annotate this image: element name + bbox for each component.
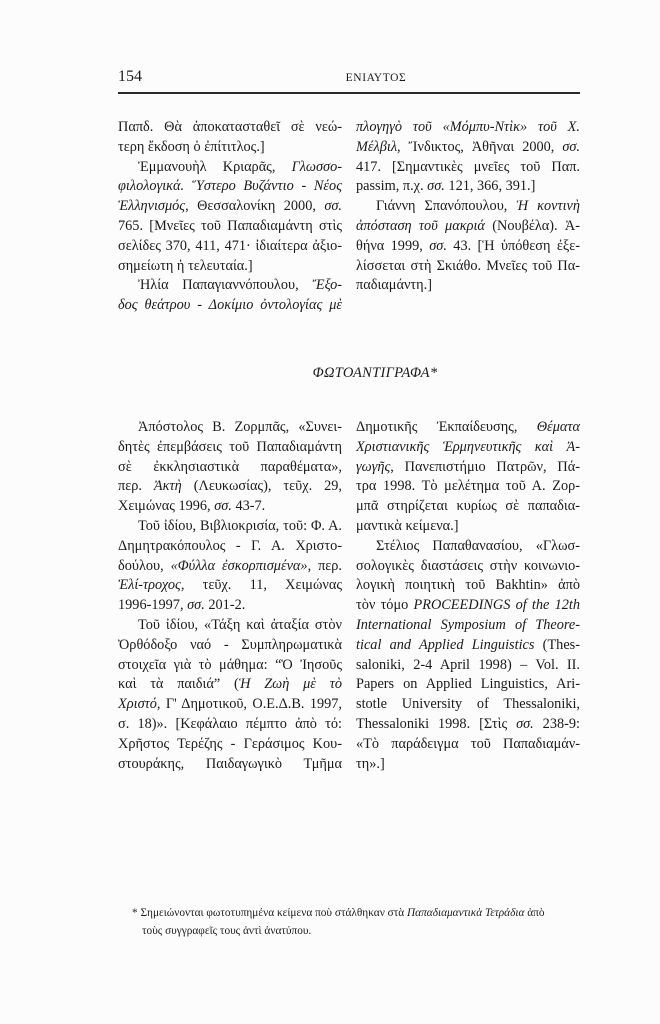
text-line <box>118 497 342 517</box>
bibliography-entry <box>118 158 342 277</box>
running-head: ΕΝΙΑΥΤΟΣ <box>345 72 407 84</box>
text-line <box>118 177 342 197</box>
text-line <box>356 517 580 537</box>
text: , Θεσσαλονίκη 2000, <box>185 198 325 215</box>
text: , Ἴνδικτος, Ἀθῆναι 2000, <box>397 138 563 155</box>
text-line <box>356 715 580 735</box>
text: δούλου, <box>118 557 171 574</box>
text-line <box>118 438 342 458</box>
text-line <box>118 257 342 277</box>
text-line <box>356 217 580 237</box>
text: μαντικὰ κείμενα.] <box>356 517 459 534</box>
text-line <box>356 695 580 715</box>
text: (Λευκωσίας), τεῦχ. 29, <box>181 478 342 495</box>
text-line <box>356 257 580 277</box>
text-line <box>118 675 342 695</box>
page-number: 154 <box>118 68 142 85</box>
italic-text: Παπαδιαμαντικὰ Τετράδια <box>407 907 525 919</box>
text: Ὀρθόδοξο ναό - Συμπληρωματικὰ <box>118 636 342 653</box>
text-line <box>356 755 580 775</box>
text: Στέλιος Παπαθανασίου, «Γλωσ- <box>376 537 580 554</box>
text: σελίδες 370, 411, 471· ἰδιαίτερα ἀξιο- <box>118 237 342 254</box>
italic-text: «Φύλλα ἐσκορπισμένα» <box>170 557 308 574</box>
italic-text: σσ. <box>429 237 447 254</box>
text: σολογικὲς διαστάσεις στὴν κοινωνιο- <box>356 557 580 574</box>
text-line <box>118 576 342 596</box>
header-rule <box>118 92 580 94</box>
text-line <box>356 138 580 158</box>
text-line <box>118 296 342 316</box>
text: Thessaloniki 1998. [Στὶς <box>356 715 517 732</box>
text: 43. [Ἡ ὑπόθεση ἐξε- <box>446 237 580 254</box>
text-line <box>356 576 580 596</box>
text-line <box>356 177 580 197</box>
text-line <box>118 517 342 537</box>
text-line <box>118 656 342 676</box>
text-line <box>118 237 342 257</box>
text-line <box>118 217 342 237</box>
text-line <box>118 735 342 755</box>
text-line <box>356 418 580 438</box>
text: Papers on Applied Linguistics, Ari- <box>356 676 580 693</box>
italic-text: Γλωσσο- <box>291 158 342 175</box>
text: Παπδ. Θὰ ἀποκατασταθεῖ σὲ νεώ- <box>118 119 342 135</box>
text: τη».] <box>356 755 385 772</box>
text: σημείωτη ἡ τελευταία.] <box>118 257 253 274</box>
text: 201-2. <box>204 597 246 614</box>
bibliography-entry <box>118 276 342 316</box>
text: λίσσεται στὴ Σκιάθο. Μνεῖες τοῦ Πα- <box>356 257 580 274</box>
text-line <box>118 197 342 217</box>
text-line <box>356 237 580 257</box>
text: Δημοτικῆς Ἐκπαίδευσης, <box>356 419 537 435</box>
bibliography-entry <box>118 517 342 616</box>
text-line <box>356 616 580 636</box>
italic-text: σσ. <box>324 198 342 215</box>
text: Τοῦ ἰδίου, «Τάξη καὶ ἀταξία στὸν <box>138 616 342 633</box>
text-line <box>356 458 580 478</box>
text: , Γ' Δημοτικοῦ, Ο.Ε.Δ.Β. 1997, <box>156 696 342 713</box>
italic-text: Χριστό <box>118 696 157 713</box>
text: * Σημειώνονται φωτοτυπημένα κείμενα ποὺ στάλθηκαν στὰ <box>132 907 408 919</box>
text: Δημητρακόπουλος - Γ. Α. Χριστο- <box>118 537 342 554</box>
text-line <box>356 477 580 497</box>
italic-text: σσ. <box>516 715 534 732</box>
text-line <box>118 695 342 715</box>
text: (Νουβέλα). Ἀ- <box>484 217 580 234</box>
italic-text: Ἔξο- <box>312 277 342 294</box>
text: Χειμώνας 1996, <box>118 498 215 515</box>
text-line <box>118 715 342 735</box>
text-line <box>356 735 580 755</box>
text-line <box>118 276 342 296</box>
text-line <box>118 118 342 138</box>
text: ἀπὸ <box>524 907 545 919</box>
text-line <box>356 596 580 616</box>
text: τοὺς συγγραφεῖς τους ἀντὶ ἀνατύπου. <box>142 925 312 937</box>
bibliography-entry <box>118 118 342 158</box>
text-line <box>132 904 582 922</box>
text: λογικὴ ποιητικὴ τοῦ Bakhtin» ἀπὸ <box>356 577 580 594</box>
text: σ. 18)». [Κεφάλαιο πέμπτο ἀπὸ τό: <box>118 715 342 732</box>
text-line <box>356 537 580 557</box>
italic-text: σσ. <box>187 597 205 614</box>
text-line <box>356 197 580 217</box>
text: Ἀπόστολος Β. Ζορμπᾶς, «Συνει- <box>138 419 342 435</box>
text-line <box>118 636 342 656</box>
italic-text: PROCEEDINGS of the 12th <box>413 597 580 614</box>
text: Ἐμμανουὴλ Κριαρᾶς, <box>138 158 292 175</box>
text-line <box>356 656 580 676</box>
italic-text: ἀπόσταση τοῦ μακριά <box>356 217 485 234</box>
text: 43-7. <box>231 498 266 515</box>
text: παδιαμάντη.] <box>356 277 432 294</box>
text: Γιάννη Σπανόπουλου, <box>376 198 517 215</box>
text: μπᾶ στηρίζεται κυρίως σὲ παπαδια- <box>356 498 580 515</box>
italic-text: δος θεάτρου - Δοκίμιο ὀντολογίας μὲ <box>118 297 342 314</box>
text: καὶ τὰ παιδιά” ( <box>118 676 239 693</box>
text-line <box>132 922 582 940</box>
text-line <box>118 537 342 557</box>
text: , τεῦχ. 11, Χειμώνας <box>180 577 342 594</box>
text-line <box>356 438 580 458</box>
text: Τοῦ ἰδίου, Βιβλιοκρισία, τοῦ: Φ. Α. <box>138 517 342 534</box>
text-line <box>118 557 342 577</box>
bibliography-entry <box>356 537 580 775</box>
bibliography-entry <box>118 616 342 774</box>
text: (Thes- <box>534 636 580 653</box>
text-line <box>118 477 342 497</box>
text: τρα 1998. Τὸ μελέτημα τοῦ Α. Ζορ- <box>356 478 580 495</box>
text: δητὲς ἐπεμβάσεις τοῦ Παπαδιαμάντη <box>118 438 342 455</box>
text-line <box>356 276 580 296</box>
text: θήνα 1999, <box>356 237 430 254</box>
italic-text: Ἐλί-τροχος <box>118 577 181 594</box>
italic-text: σσ. <box>562 138 580 155</box>
italic-text: Θέματα <box>536 419 580 435</box>
italic-text: International Symposium of Theore- <box>356 616 580 633</box>
text: , Πανεπιστήμιο Πατρῶν, Πά- <box>390 458 580 475</box>
footnote <box>132 904 582 940</box>
bibliography-entry <box>356 197 580 296</box>
italic-text: Ἑλληνισμός <box>118 198 186 215</box>
top-left-column <box>118 118 342 316</box>
text-line <box>356 636 580 656</box>
text: saloniki, 2-4 April 1998) – Vol. II. <box>356 656 580 673</box>
text: passim, π.χ. <box>356 178 428 195</box>
text: «Τὸ παράδειγμα τοῦ Παπαδιαμάν- <box>356 735 580 752</box>
text: τερη ἔκδοση ὁ ἐπίτιτλος.] <box>118 138 265 155</box>
text-line <box>118 616 342 636</box>
italic-text: Ἡ κοντινὴ <box>516 198 580 215</box>
text: 121, 366, 391.] <box>444 178 536 195</box>
text-line <box>356 118 580 138</box>
text-line <box>118 158 342 178</box>
text: 417. [Σημαντικὲς μνεῖες τοῦ Παπ. <box>356 158 580 175</box>
text: 1996-1997, <box>118 597 188 614</box>
italic-text: Χριστιανικῆς Ἑρμηνευτικῆς καὶ Ἀ- <box>356 438 580 455</box>
text: στουράκης, Παιδαγωγικὸ Τμῆμα <box>118 755 342 772</box>
text: 238-9: <box>533 715 580 732</box>
bibliography-entry <box>356 118 580 197</box>
text: Ἠλία Παπαγιαννόπουλου, <box>138 277 313 294</box>
italic-text: σσ. <box>214 498 232 515</box>
text: , περ. <box>307 557 342 574</box>
italic-text: γωγῆς <box>356 458 391 475</box>
text-line <box>356 497 580 517</box>
text: σὲ ἐκκλησιαστικὰ παραθέματα», <box>118 458 342 475</box>
top-right-column <box>356 118 580 296</box>
text-line <box>118 458 342 478</box>
text: στοιχεῖα γιὰ τὸ μάθημα: “Ὁ Ἰησοῦς <box>118 656 342 673</box>
italic-text: Ἀκτὴ <box>153 478 182 495</box>
text-line <box>118 418 342 438</box>
text-line <box>356 158 580 178</box>
italic-text: σσ. <box>427 178 445 195</box>
italic-text: Ἡ Ζωὴ μὲ τὸ <box>238 676 342 693</box>
text: Χρῆστος Τερέζης - Γεράσιμος Κου- <box>118 735 342 752</box>
text-line <box>356 557 580 577</box>
text: περ. <box>118 478 154 495</box>
text-line <box>118 138 342 158</box>
text: τὸν τόμο <box>356 597 414 614</box>
italic-text: φιλολογικά. Ὕστερο Βυζάντιο - Νέος <box>118 178 342 195</box>
text-line <box>118 755 342 775</box>
text-line <box>118 596 342 616</box>
bottom-right-column <box>356 418 580 774</box>
bibliography-entry <box>356 418 580 537</box>
italic-text: Μέλβιλ <box>356 138 398 155</box>
bibliography-entry <box>118 418 342 517</box>
text: stotle University of Thessaloniki, <box>356 696 580 713</box>
section-title: ΦΩΤΟΑΝΤΙΓΡΑΦΑ* <box>312 365 438 381</box>
text: 765. [Μνεῖες τοῦ Παπαδιαμάντη στὶς <box>118 217 342 234</box>
italic-text: tical and Applied Linguistics <box>356 636 535 653</box>
bottom-left-column <box>118 418 342 774</box>
text-line <box>356 675 580 695</box>
italic-text: πλογηγὸ τοῦ «Μόμπυ-Ντὶκ» τοῦ Χ. <box>356 119 580 135</box>
